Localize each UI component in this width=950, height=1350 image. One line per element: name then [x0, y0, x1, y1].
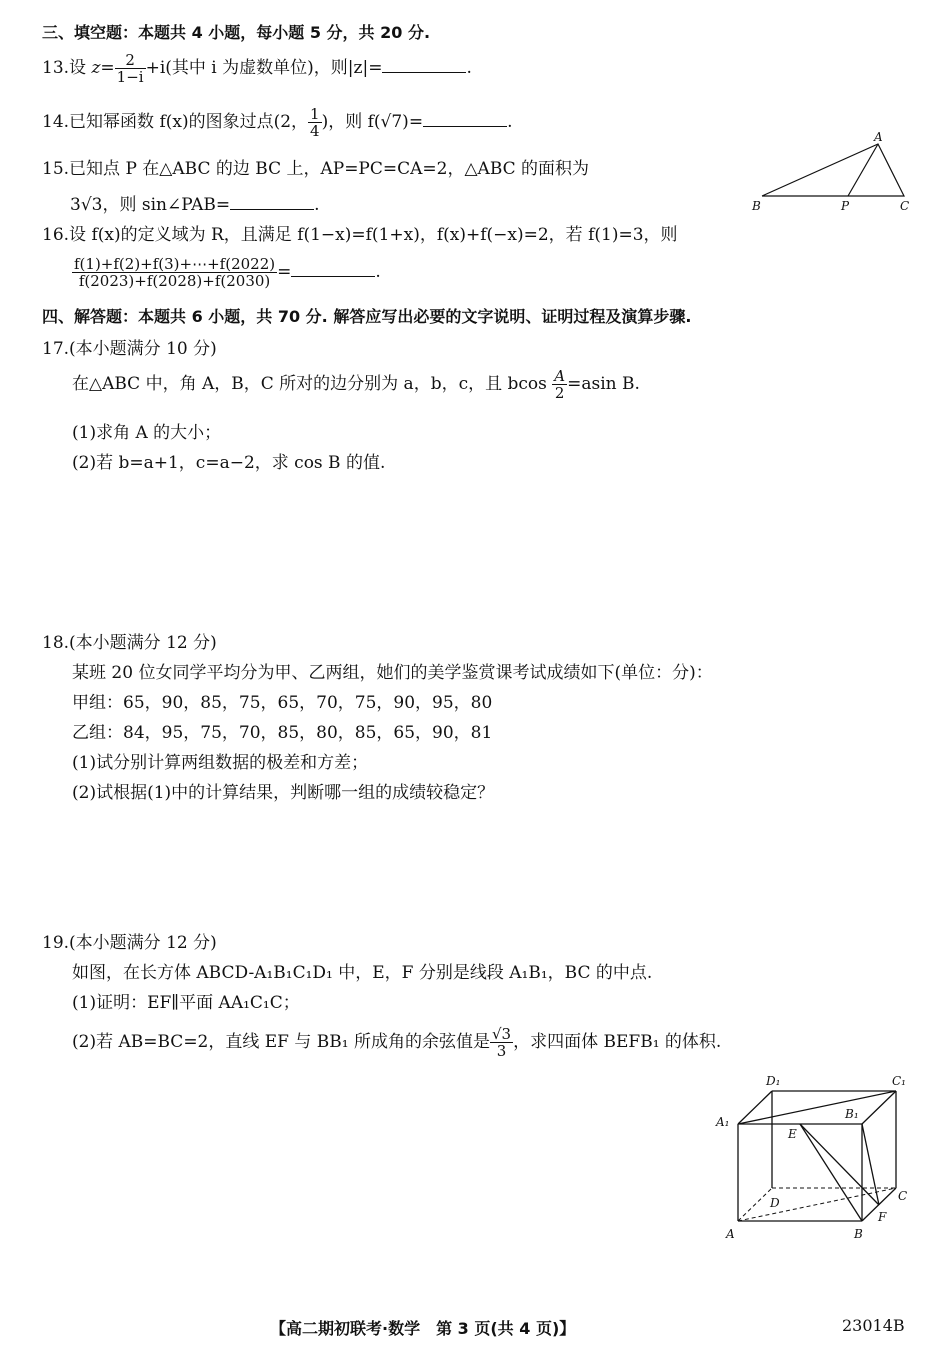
- label-d1: D₁: [766, 1074, 781, 1088]
- q13-prefix: 13.设: [42, 58, 92, 78]
- section-4-header: 四、解答题：本题共 6 小题，共 70 分. 解答应写出必要的文字说明、证明过程及演算步骤.: [42, 307, 692, 326]
- question-17-stem: [72, 362, 640, 406]
- label-e: E: [788, 1127, 797, 1141]
- q14-answer-blank: [423, 112, 507, 127]
- question-15-line-1: 15.已知点 P 在△ABC 的边 BC 上，AP=PC=CA=2，△ABC 的面积为: [42, 159, 590, 179]
- q13-denominator: 1−i: [116, 68, 144, 86]
- q16-fraction: [72, 256, 277, 290]
- label-p: P: [841, 199, 850, 213]
- q13-variable: z: [91, 58, 101, 78]
- q14-fraction: [308, 106, 322, 140]
- q19-denominator: 3: [496, 1042, 507, 1060]
- question-18-group-b: 乙组：84，95，75，70，85，80，85，65，90，81: [72, 723, 493, 743]
- label-b1: B₁: [845, 1107, 859, 1121]
- question-19-part-2: [72, 1018, 721, 1066]
- q13-equals: =: [100, 58, 115, 78]
- question-19-title: 19.(本小题满分 12 分): [42, 933, 217, 953]
- question-18-group-a: 甲组：65，90，85，75，65，70，75，90，95，80: [72, 693, 493, 713]
- q17-stem-text: 在△ABC 中，角 A，B，C 所对的边分别为 a，b，c，且 bcos: [72, 374, 553, 394]
- question-17-part-2: (2)若 b=a+1，c=a−2，求 cos B 的值.: [72, 453, 386, 473]
- question-17-part-1: (1)求角 A 的大小；: [72, 423, 222, 443]
- question-19-stem: 如图，在长方体 ABCD-A₁B₁C₁D₁ 中，E，F 分别是线段 A₁B₁，BC 的中点.: [72, 963, 653, 983]
- q17-numerator: A: [554, 366, 566, 385]
- q13-fraction: [115, 52, 146, 86]
- q14-period: .: [507, 112, 513, 132]
- q16-period: .: [375, 262, 381, 282]
- edge-a1-d1: [738, 1091, 772, 1124]
- question-18-part-1: (1)试分别计算两组数据的极差和方差；: [72, 753, 369, 773]
- q13-numerator: 2: [115, 52, 146, 70]
- q19-part-2-end: ，求四面体 BEFB₁ 的体积.: [513, 1032, 722, 1052]
- label-a: A: [726, 1227, 735, 1241]
- label-a1: A₁: [716, 1115, 730, 1129]
- q15-period: .: [314, 195, 320, 215]
- question-18-part-2: (2)试根据(1)中的计算结果，判断哪一组的成绩较稳定？: [72, 783, 495, 803]
- footer-code: 23014B: [842, 1316, 905, 1335]
- question-15-line-2: [70, 190, 320, 215]
- cuboid-figure: [712, 1068, 912, 1246]
- q19-fraction: [490, 1026, 513, 1060]
- q16-denominator: f(2023)+f(2028)+f(2030): [78, 272, 271, 290]
- question-13: [42, 50, 472, 86]
- q16-numerator: f(1)+f(2)+f(3)+⋯+f(2022): [74, 254, 276, 273]
- q15-text: 3√3，则 sin∠PAB=: [70, 195, 231, 215]
- segment-ap: [848, 144, 878, 196]
- q17-fraction: [552, 368, 567, 402]
- footer-page-info: 【高二期初联考·数学 第 3 页(共 4 页)】: [270, 1319, 576, 1338]
- question-16-line-1: 16.设 f(x)的定义域为 R，且满足 f(1−x)=f(1+x)，f(x)+f(−x)=2，若 f(1)=3，则: [42, 225, 678, 245]
- q17-stem-end: =asin B.: [567, 374, 640, 394]
- label-d: D: [770, 1196, 780, 1210]
- q16-answer-blank: [291, 262, 375, 277]
- segment-e-f: [800, 1124, 879, 1205]
- edge-b1-c1: [862, 1091, 896, 1124]
- q14-denominator: 4: [310, 122, 320, 140]
- label-b: B: [752, 199, 761, 213]
- label-c: C: [900, 199, 910, 213]
- diagonal-a-c-hidden: [738, 1188, 896, 1221]
- q19-numerator: √3: [492, 1024, 512, 1043]
- label-c1: C₁: [892, 1074, 906, 1088]
- label-c: C: [898, 1189, 908, 1203]
- q15-answer-blank: [230, 195, 314, 210]
- triangle-abc: [762, 144, 904, 196]
- q13-answer-blank: [382, 58, 466, 73]
- question-18-stem: 某班 20 位女同学平均分为甲、乙两组，她们的美学鉴赏课考试成绩如下(单位：分)：: [72, 663, 713, 683]
- label-a: A: [874, 130, 883, 144]
- question-18-title: 18.(本小题满分 12 分): [42, 633, 217, 653]
- q13-text: +i(其中 i 为虚数单位)，则|z|=: [145, 58, 383, 78]
- label-f: F: [878, 1210, 887, 1224]
- question-19-part-1: (1)证明：EF∥平面 AA₁C₁C；: [72, 993, 300, 1013]
- q13-period: .: [466, 58, 472, 78]
- question-16-line-2: [72, 252, 381, 292]
- q19-part-2-text: (2)若 AB=BC=2，直线 EF 与 BB₁ 所成角的余弦值是: [72, 1032, 490, 1052]
- section-3-header: 三、填空题：本题共 4 小题，每小题 5 分，共 20 分.: [42, 23, 431, 42]
- question-14: [42, 104, 512, 140]
- triangle-figure: [748, 128, 918, 216]
- q14-prefix: 14.已知幂函数 f(x)的图象过点(2，: [42, 112, 309, 132]
- label-b: B: [854, 1227, 863, 1241]
- question-17-title: 17.(本小题满分 10 分): [42, 339, 217, 359]
- q14-text: )，则 f(√7)=: [321, 112, 424, 132]
- q14-numerator: 1: [310, 104, 320, 123]
- diagonal-a1-c1: [738, 1091, 896, 1124]
- q16-equals: =: [277, 262, 292, 282]
- edge-a-d-hidden: [738, 1188, 772, 1221]
- q17-denominator: 2: [554, 384, 565, 402]
